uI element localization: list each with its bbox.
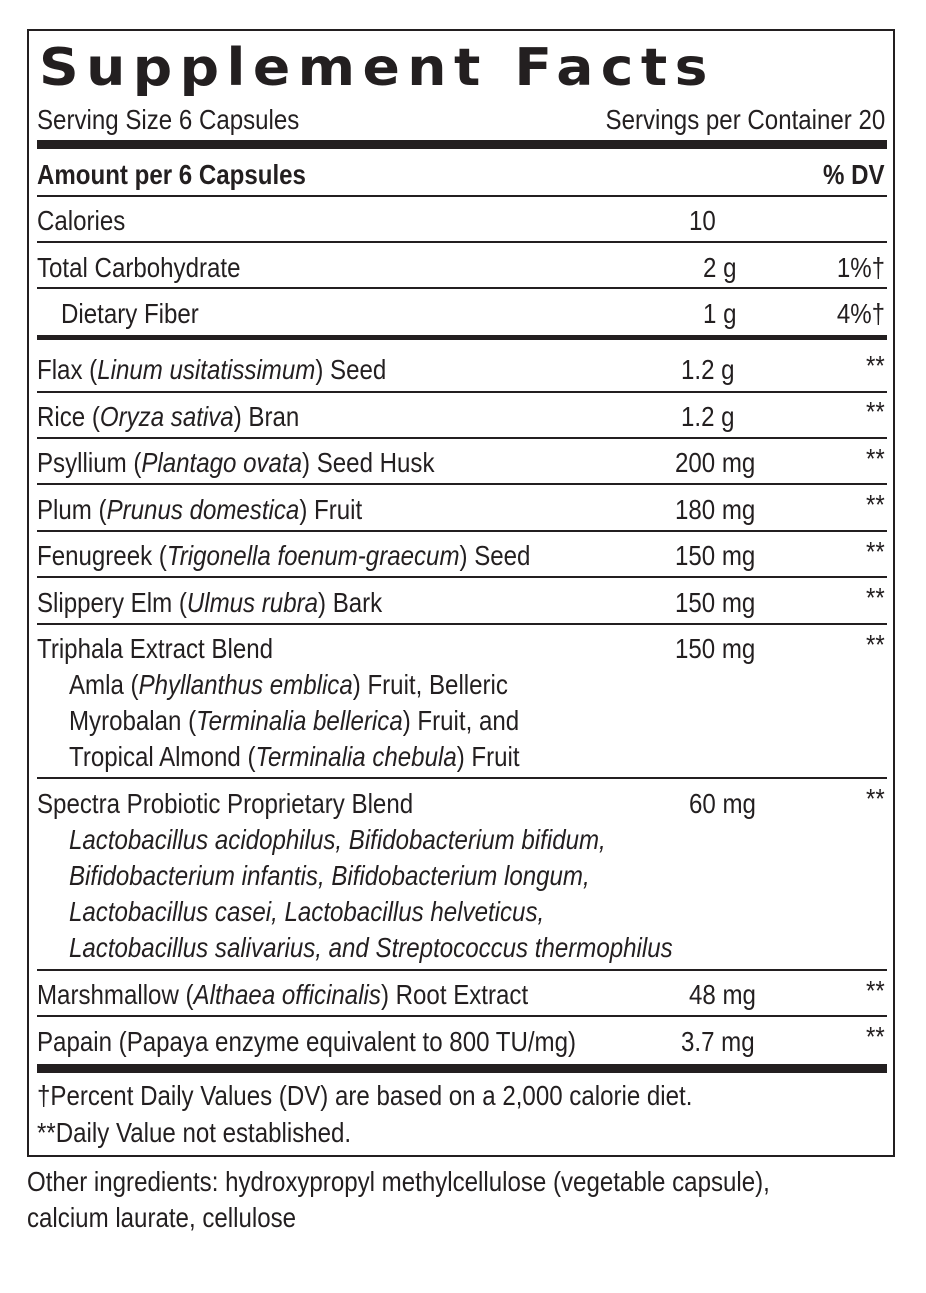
ingredient-amount: 48 mg xyxy=(689,979,756,1010)
blend-component-line: Lactobacillus salivarius, and Streptococcus thermophilus xyxy=(69,932,673,963)
blend-component-line: Lactobacillus casei, Lactobacillus helveticus, xyxy=(69,896,545,927)
row-divider xyxy=(37,287,887,289)
serving-size: Serving Size 6 Capsules xyxy=(37,104,300,135)
ingredient-dv: ** xyxy=(866,975,885,1006)
ingredient-dv: ** xyxy=(866,489,885,520)
ingredient-dv: ** xyxy=(866,536,885,567)
ingredient-amount: 1.2 g xyxy=(681,401,735,432)
ingredient-amount: 150 mg xyxy=(675,587,756,618)
nutrient-dv: 4%† xyxy=(836,298,885,329)
row-divider xyxy=(37,530,887,532)
ingredient-name: Fenugreek (Trigonella foenum-graecum) Seed xyxy=(37,540,531,571)
ingredient-dv: ** xyxy=(866,396,885,427)
ingredient-amount: 60 mg xyxy=(689,788,756,819)
nutrient-dv: 1%† xyxy=(836,252,885,283)
ingredient-name: Psyllium (Plantago ovata) Seed Husk xyxy=(37,447,435,478)
servings-per-container: Servings per Container 20 xyxy=(605,104,885,135)
row-divider xyxy=(37,241,887,243)
blend-component-line: Tropical Almond (Terminalia chebula) Fruit xyxy=(69,741,520,772)
nutrient-amount: 10 xyxy=(689,205,716,236)
header-divider xyxy=(37,140,887,149)
blend-component-line: Amla (Phyllanthus emblica) Fruit, Belleric xyxy=(69,669,508,700)
ingredient-name: Triphala Extract Blend xyxy=(37,633,274,664)
ingredient-amount: 150 mg xyxy=(675,633,756,664)
row-divider xyxy=(37,1015,887,1017)
blend-component-line: Myrobalan (Terminalia bellerica) Fruit, and xyxy=(69,705,520,736)
ingredient-amount: 150 mg xyxy=(675,540,756,571)
nutrient-amount: 1 g xyxy=(703,298,737,329)
ingredient-name: Rice (Oryza sativa) Bran xyxy=(37,401,300,432)
ingredient-dv: ** xyxy=(866,582,885,613)
ingredient-name: Slippery Elm (Ulmus rubra) Bark xyxy=(37,587,383,618)
ingredient-name: Marshmallow (Althaea officinalis) Root Extract xyxy=(37,979,529,1010)
ingredient-dv: ** xyxy=(866,350,885,381)
dv-header: % DV xyxy=(823,159,885,190)
other-ingredients-line: Other ingredients: hydroxypropyl methylcellulose (vegetable capsule), xyxy=(27,1166,770,1197)
nutrient-name: Calories xyxy=(37,205,126,236)
ingredient-name: Flax (Linum usitatissimum) Seed xyxy=(37,354,387,385)
footnote-not-established: **Daily Value not established. xyxy=(37,1117,352,1148)
row-divider xyxy=(37,437,887,439)
row-divider xyxy=(37,391,887,393)
ingredient-name: Papain (Papaya enzyme equivalent to 800 TU/mg) xyxy=(37,1026,576,1057)
row-divider xyxy=(37,576,887,578)
blend-component-line: Lactobacillus acidophilus, Bifidobacterium bifidum, xyxy=(69,824,606,855)
ingredient-amount: 200 mg xyxy=(675,447,756,478)
ingredient-dv: ** xyxy=(866,443,885,474)
supplement-facts-panel xyxy=(27,29,895,1157)
ingredient-dv: ** xyxy=(866,1021,885,1052)
row-divider xyxy=(37,777,887,779)
ingredient-amount: 1.2 g xyxy=(681,354,735,385)
nutrient-name: Dietary Fiber xyxy=(61,298,199,329)
footer-divider xyxy=(37,1064,887,1073)
ingredient-amount: 180 mg xyxy=(675,494,756,525)
amount-header: Amount per 6 Capsules xyxy=(37,159,306,190)
ingredient-dv: ** xyxy=(866,783,885,814)
ingredient-dv: ** xyxy=(866,629,885,660)
row-divider xyxy=(37,623,887,625)
nutrient-amount: 2 g xyxy=(703,252,737,283)
row-divider xyxy=(37,483,887,485)
row-divider xyxy=(37,969,887,971)
panel-title: Supplement Facts xyxy=(39,38,715,98)
blend-component-line: Bifidobacterium infantis, Bifidobacterium longum, xyxy=(69,860,590,891)
row-divider xyxy=(37,195,887,197)
ingredient-amount: 3.7 mg xyxy=(681,1026,755,1057)
section-divider xyxy=(37,335,887,340)
footnote-percent-dv: †Percent Daily Values (DV) are based on a 2,000 calorie diet. xyxy=(37,1080,693,1111)
nutrient-name: Total Carbohydrate xyxy=(37,252,241,283)
ingredient-name: Spectra Probiotic Proprietary Blend xyxy=(37,788,414,819)
other-ingredients-line: calcium laurate, cellulose xyxy=(27,1202,297,1233)
ingredient-name: Plum (Prunus domestica) Fruit xyxy=(37,494,363,525)
